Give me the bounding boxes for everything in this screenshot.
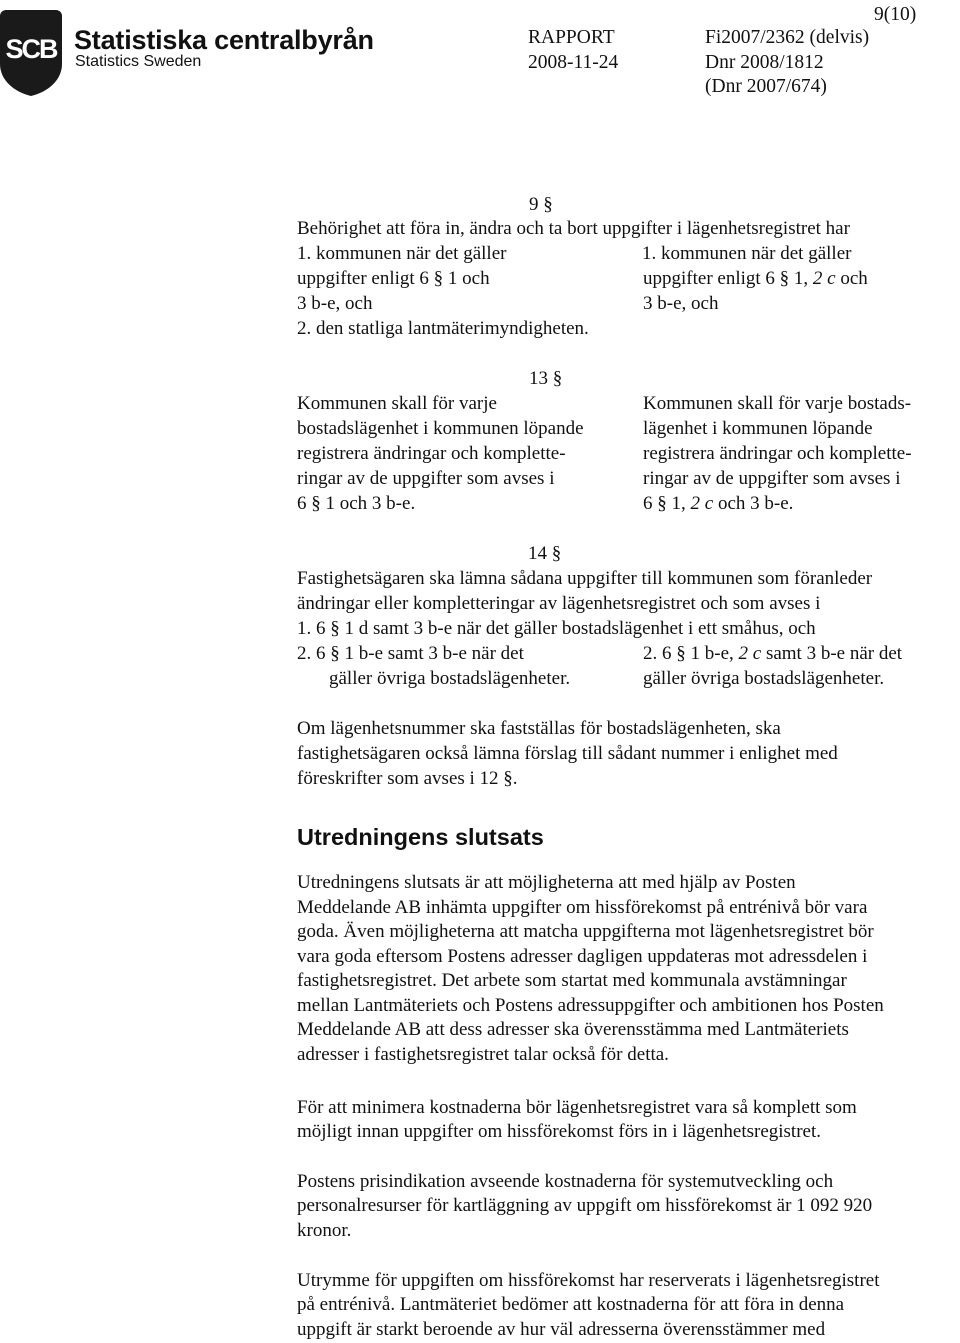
- paragraph-line: Meddelande AB inhämta uppgifter om hissförekomst på entrénivå bör vara: [297, 897, 868, 918]
- s14-line: ändringar eller kompletteringar av lägenhetsregistret och som avses i: [297, 593, 821, 614]
- section-13-heading: 13 §: [529, 368, 563, 389]
- svg-text:SCB: SCB: [5, 34, 57, 64]
- paragraph-line: Meddelande AB att dess adresser ska överensstämma med Lantmäteriets: [297, 1019, 849, 1040]
- s9-left-line: 3 b-e, och: [297, 293, 373, 314]
- s13-right-line: Kommunen skall för varje bostads-: [643, 393, 912, 414]
- s14-line: Fastighetsägaren ska lämna sådana uppgifter till kommunen som föranleder: [297, 568, 873, 589]
- scb-logo: [0, 6, 62, 96]
- paragraph-line: på entrénivå. Lantmäteriet bedömer att kostnaderna för att föra in denna: [297, 1294, 845, 1315]
- s9-left-line: 2. den statliga lantmäterimyndigheten.: [297, 318, 589, 339]
- paragraph-line: personalresurser för kartläggning av uppgift om hissförekomst är 1 092 920: [297, 1195, 873, 1216]
- paragraph-line: För att minimera kostnaderna bör lägenhetsregistret vara så komplett som: [297, 1097, 857, 1118]
- section-9-intro: Behörighet att föra in, ändra och ta bort uppgifter i lägenhetsregistret har: [297, 218, 850, 239]
- paragraph-line: Utredningens slutsats är att möjligheterna att med hjälp av Posten: [297, 872, 796, 893]
- s13-left-line: registrera ändringar och komplette-: [297, 443, 566, 464]
- s9-right-line: uppgifter enligt 6 § 1, 2 c och: [643, 268, 868, 289]
- paragraph-line: fastighetsregistret. Det arbete som startat med kommunala avstämningar: [297, 970, 847, 991]
- paragraph-line: vara goda eftersom Postens adresser dagligen uppdateras mot adressdelen i: [297, 946, 868, 967]
- section-9-heading: 9 §: [529, 194, 553, 215]
- ref-number-2: Dnr 2008/1812: [705, 52, 824, 73]
- ref-number-1: Fi2007/2362 (delvis): [705, 27, 870, 48]
- paragraph-line: möjligt innan uppgifter om hissförekomst förs in i lägenhetsregistret.: [297, 1121, 821, 1142]
- page-number: 9(10): [874, 4, 917, 25]
- s9-left-line: 1. kommunen när det gäller: [297, 243, 507, 264]
- paragraph-line: fastighetsägaren också lämna förslag till sådant nummer i enlighet med: [297, 743, 838, 764]
- paragraph-line: Om lägenhetsnummer ska fastställas för bostadslägenheten, ska: [297, 718, 781, 739]
- s14-right-line: gäller övriga bostadslägenheter.: [643, 668, 885, 689]
- s14-line: 1. 6 § 1 d samt 3 b-e när det gäller bostadslägenhet i ett småhus, och: [297, 618, 816, 639]
- ref-number-3: (Dnr 2007/674): [705, 76, 827, 97]
- s13-right-line: ringar av de uppgifter som avses i: [643, 468, 901, 489]
- paragraph-line: Postens prisindikation avseende kostnaderna för systemutveckling och: [297, 1171, 834, 1192]
- s13-right-line: lägenhet i kommunen löpande: [643, 418, 873, 439]
- paragraph-line: goda. Även möjligheterna att matcha uppgifterna mot lägenhetsregistret bör: [297, 921, 874, 942]
- paragraph-line: föreskrifter som avses i 12 §.: [297, 768, 518, 789]
- s13-left-line: 6 § 1 och 3 b-e.: [297, 493, 416, 514]
- s14-right-line: 2. 6 § 1 b-e, 2 c samt 3 b-e när det: [643, 643, 903, 664]
- s9-right-line: 3 b-e, och: [643, 293, 719, 314]
- section-14-heading: 14 §: [528, 543, 562, 564]
- s13-left-line: bostadslägenhet i kommunen löpande: [297, 418, 584, 439]
- s13-left-line: Kommunen skall för varje: [297, 393, 497, 414]
- s14-left-line: 2. 6 § 1 b-e samt 3 b-e när det: [297, 643, 524, 664]
- doc-type: RAPPORT: [528, 27, 615, 48]
- paragraph-line: uppgift är starkt beroende av hur väl adresserna överensstämmer med: [297, 1319, 826, 1340]
- s13-right-line: 6 § 1, 2 c och 3 b-e.: [643, 493, 794, 514]
- paragraph-line: Utrymme för uppgiften om hissförekomst har reserverats i lägenhetsregistret: [297, 1270, 880, 1291]
- paragraph-line: mellan Lantmäteriets och Postens adressuppgifter och ambitionen hos Posten: [297, 995, 884, 1016]
- s13-right-line: registrera ändringar och komplette-: [643, 443, 912, 464]
- s13-left-line: ringar av de uppgifter som avses i: [297, 468, 555, 489]
- paragraph-line: adresser i fastighetsregistret talar också för detta.: [297, 1044, 669, 1065]
- s14-left-line: gäller övriga bostadslägenheter.: [329, 668, 571, 689]
- logo-name: Statistiska centralbyrån: [74, 25, 374, 55]
- s9-right-line: 1. kommunen när det gäller: [642, 243, 852, 264]
- paragraph-line: kronor.: [297, 1220, 352, 1241]
- section-title: Utredningens slutsats: [297, 824, 544, 850]
- s9-left-line: uppgifter enligt 6 § 1 och: [297, 268, 490, 289]
- doc-date: 2008-11-24: [528, 52, 619, 73]
- logo-subtitle: Statistics Sweden: [75, 53, 202, 70]
